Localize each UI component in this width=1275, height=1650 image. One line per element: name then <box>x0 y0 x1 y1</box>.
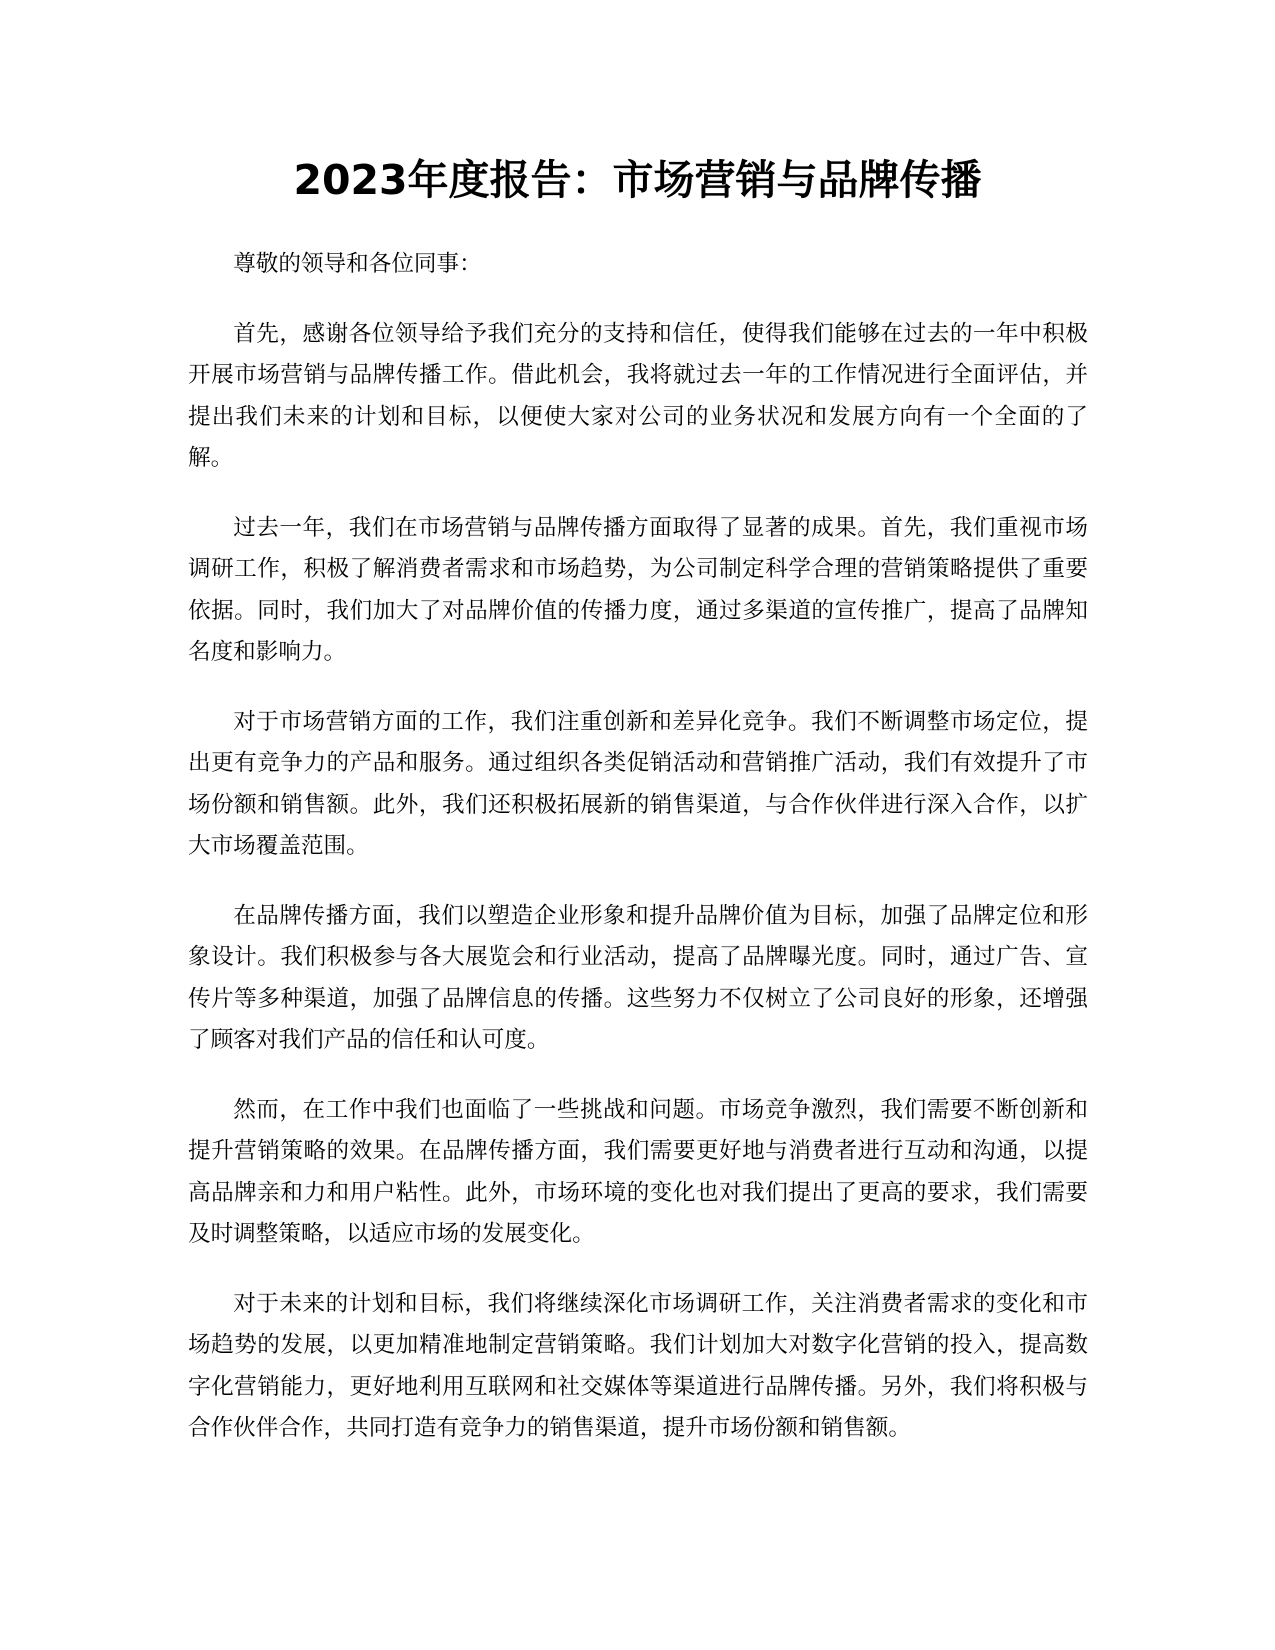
salutation-paragraph: 尊敬的领导和各位同事： <box>233 251 482 277</box>
document-title: 2023年度报告：市场营销与品牌传播 <box>293 156 982 204</box>
document-body <box>188 244 1088 1478</box>
body-paragraph: 过去一年，我们在市场营销与品牌传播方面取得了显著的成果。首先，我们重视市场调研工作，积极了解消费者需求和市场趋势，为公司制定科学合理的营销策略提供了重要依据。同时，我们加大了对品牌价值的传播力度，通过多渠道的宣传推广，提高了品牌知名度和影响力。 <box>188 514 1088 665</box>
body-paragraph: 然而，在工作中我们也面临了一些挑战和问题。市场竞争激烈，我们需要不断创新和提升营销策略的效果。在品牌传播方面，我们需要更好地与消费者进行互动和沟通，以提高品牌亲和力和用户粘性。此外，市场环境的变化也对我们提出了更高的要求，我们需要及时调整策略，以适应市场的发展变化。 <box>188 1096 1088 1247</box>
body-paragraph: 首先，感谢各位领导给予我们充分的支持和信任，使得我们能够在过去的一年中积极开展市场营销与品牌传播工作。借此机会，我将就过去一年的工作情况进行全面评估，并提出我们未来的计划和目标，以便使大家对公司的业务状况和发展方向有一个全面的了解。 <box>188 320 1088 471</box>
body-paragraph: 对于未来的计划和目标，我们将继续深化市场调研工作，关注消费者需求的变化和市场趋势的发展，以更加精准地制定营销策略。我们计划加大对数字化营销的投入，提高数字化营销能力，更好地利用互联网和社交媒体等渠道进行品牌传播。另外，我们将积极与合作伙伴合作，共同打造有竞争力的销售渠道，提升市场份额和销售额。 <box>188 1290 1088 1441</box>
body-paragraph: 在品牌传播方面，我们以塑造企业形象和提升品牌价值为目标，加强了品牌定位和形象设计。我们积极参与各大展览会和行业活动，提高了品牌曝光度。同时，通过广告、宣传片等多种渠道，加强了品牌信息的传播。这些努力不仅树立了公司良好的形象，还增强了顾客对我们产品的信任和认可度。 <box>188 902 1088 1053</box>
body-paragraph: 对于市场营销方面的工作，我们注重创新和差异化竞争。我们不断调整市场定位，提出更有竞争力的产品和服务。通过组织各类促销活动和营销推广活动，我们有效提升了市场份额和销售额。此外，我们还积极拓展新的销售渠道，与合作伙伴进行深入合作，以扩大市场覆盖范围。 <box>188 708 1088 859</box>
